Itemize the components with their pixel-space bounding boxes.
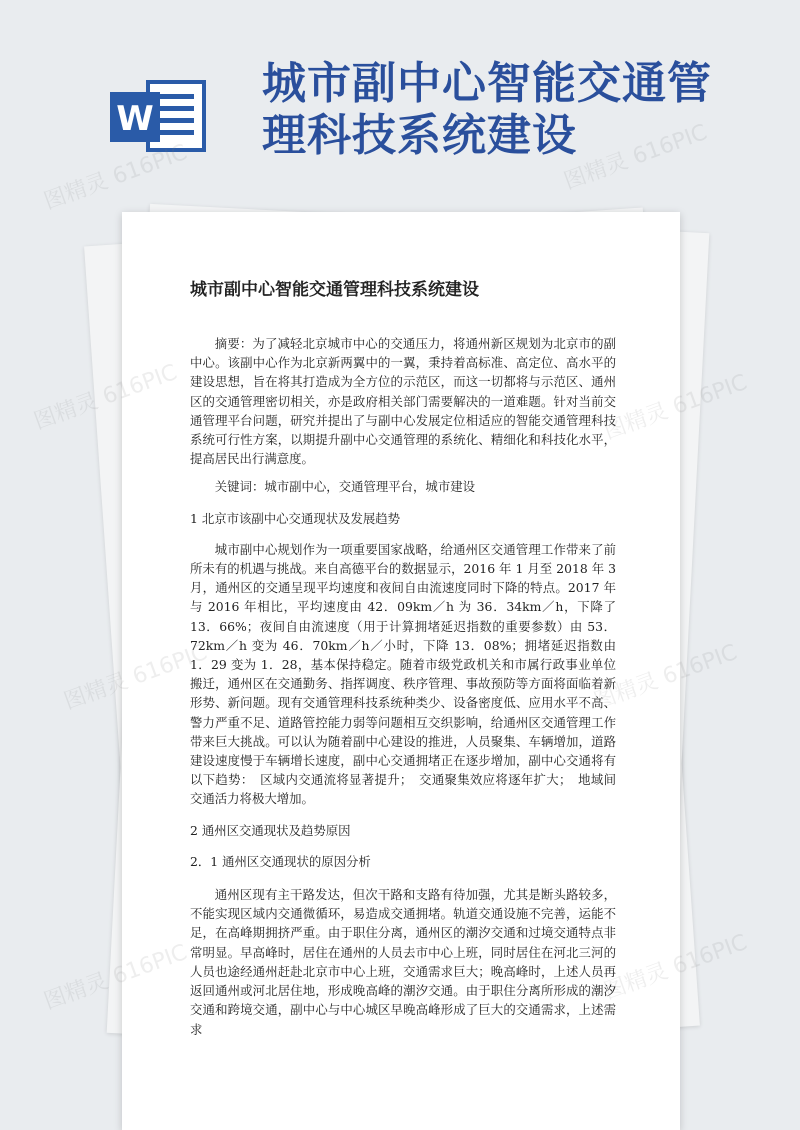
section-heading: 2 通州区交通现状及趋势原因 [190,822,351,838]
body-paragraph: 城市副中心规划作为一项重要国家战略，给通州区交通管理工作带来了前所未有的机遇与挑战。来自高德平台的数据显示，2016 年 1 月至 2018 年 3 月，通州区的交通呈现平均速度和夜间自由流速度同时下降的特点。2017 年与 2016 年相比，平均速度由 42．09km／h 为 36．34km／h，下降了 13．66%；夜间自由流速度（用于计算拥堵延迟指数的重要参数）由 53．72km／h 变为 46．70km／h／小时，下降 13．08%；拥堵延迟指数由 1．29 变为 1．28，基本保持稳定。随着市级党政机关和市属行政事业单位搬迁，通州区在交通勤务、指挥调度、秩序管理、事故预防等方面将面临着新形势、新问题。现有交通管理科技系统种类少、设备密度低、应用水平不高、警力严重不足、道路管控能力弱等问题相互交织影响，给通州区交通管理工作带来巨大挑战。可以认为随着副中心建设的推进，人员聚集、车辆增加，道路建设速度慢于车辆增长速度，副中心交通拥堵正在逐步增加，副中心交通将有以下趋势： 区域内交通流将显著提升； 交通聚集效应将逐年扩大； 地域间交通活力将极大增加。 [190,541,616,807]
watermark-text: 图精灵 [40,968,112,1015]
watermark-text: 616PIC [659,639,741,690]
word-icon-letter: W [116,99,154,139]
watermark-text: 616PIC [669,929,751,980]
watermark-text: 图精灵 616PIC [560,119,711,195]
subsection-heading: 2．1 通州区交通现状的原因分析 [190,853,371,869]
document-page [122,212,680,1130]
abstract-paragraph: 摘要：为了减轻北京城市中心的交通压力，将通州新区规划为北京市的副中心。该副中心作为北京新两翼中的一翼，秉持着高标准、高定位、高水平的建设思想，旨在将其打造成为全方位的示范区，而这一切都将与示范区、通州区的交通管理密切相关，亦是政府相关部门需要解决的一道难题。针对当前交通管理平台问题，研究并提出了与副中心发展定位相适应的智能交通管理科技系统可行性方案，以期提升副中心交通管理的系统化、精细化和科技化水平，提高居民出行满意度。 [190,336,616,467]
header-banner [0,0,800,200]
keywords-line: 关键词：城市副中心，交通管理平台，城市建设 [214,479,475,495]
document-title: 城市副中心智能交通管理科技系统建设 [190,280,479,300]
watermark-text: 图精灵 [60,668,132,715]
watermark-text: 616PIC [669,369,751,420]
body-paragraph: 通州区现有主干路发达，但次干路和支路有待加强，尤其是断头路较多，不能实现区域内交通微循环，易造成交通拥堵。轨道交通设施不完善，运能不足，在高峰期拥挤严重。由于职住分离，通州区的潮汐交通和过境交通特点非常明显。早高峰时，居住在通州的人员去市中心上班，同时居住在河北三河的人员也途经通州赶赴北京市中心上班，交通需求巨大；晚高峰时，上述人员再返回通州或河北居住地，形成晚高峰的潮汐交通。由于职住分离所形成的潮汐交通和跨境交通，副中心与中心城区早晚高峰形成了巨大的交通需求，上述需求 [190,887,616,1037]
watermark-text: 图精灵 [30,388,102,435]
watermark-text: 图精灵 616PIC [40,139,191,215]
section-heading: 1 北京市该副中心交通现状及发展趋势 [190,510,401,526]
word-document-icon [108,78,216,154]
banner-title: 城市副中心智能交通管理科技系统建设 [262,58,712,161]
